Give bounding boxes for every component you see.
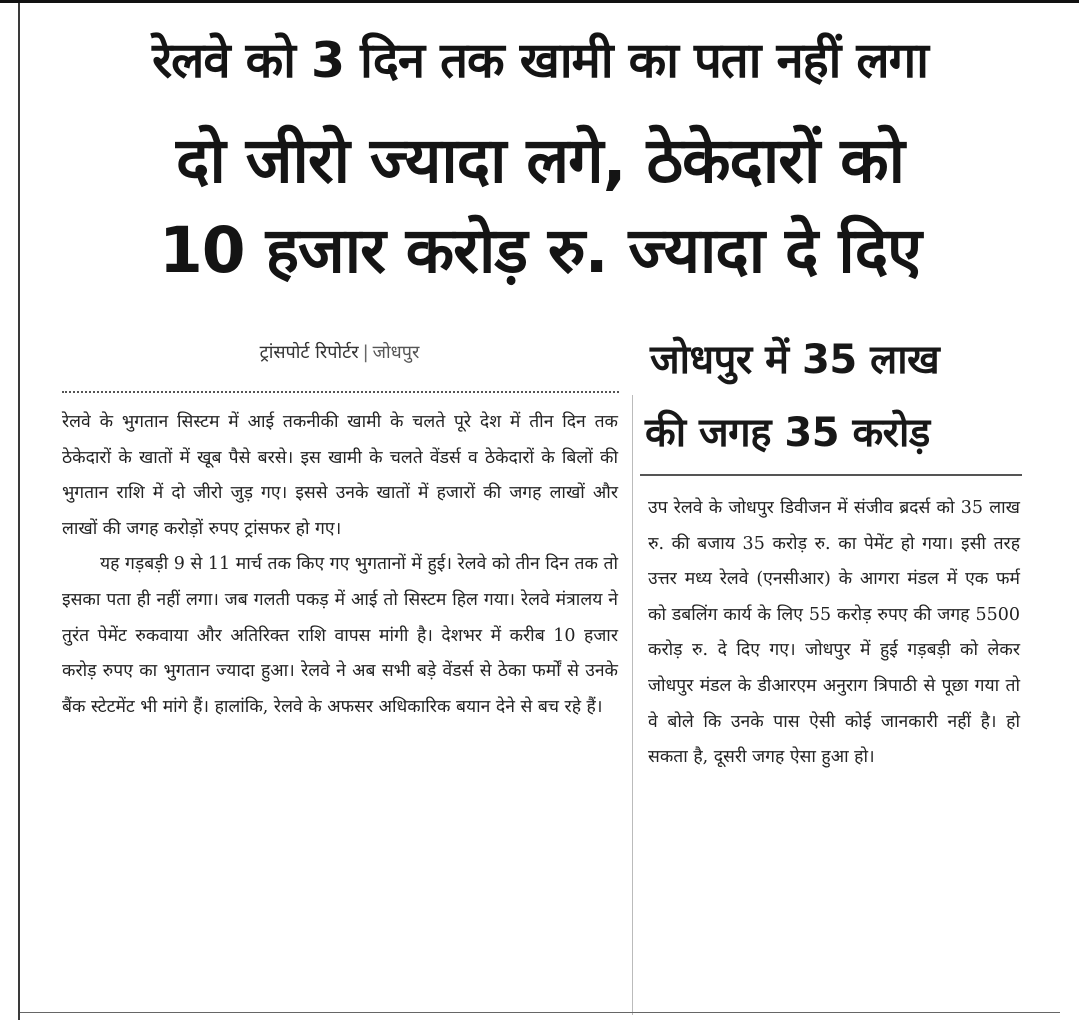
byline (62, 338, 617, 368)
byline-separator: | (362, 342, 369, 363)
article-left-column (62, 405, 618, 725)
byline-location: जोधपुर (372, 342, 420, 363)
left-paragraph-2: यह गड़बड़ी 9 से 11 मार्च तक किए गए भुगतानों में हुई। रेलवे को तीन दिन तक तो इसका पता ही नहीं लगा। जब गलती पकड़ में आई तो सिस्टम हिल गया। रेलवे मंत्रालय ने तुरंत पेमेंट रुकवाया और अतिरिक्त राशि वापस मांगी है। देशभर में करीब 10 हजार करोड़ रुपए का भुगतान ज्यादा हुआ। रेलवे ने अब सभी बड़े वेंडर्स से ठेका फर्मों से उनके बैंक स्टेटमेंट भी मांगे हैं। हालांकि, रेलवे के अफसर अधिकारिक बयान देने से बच रहे हैं। (62, 554, 618, 717)
right-paragraph-1: उप रेलवे के जोधपुर डिवीजन में संजीव ब्रदर्स को 35 लाख रु. की बजाय 35 करोड़ रु. का पेमेंट हो गया। इसी तरह उत्तर मध्य रेलवे (एनसीआर) के आगरा मंडल में एक फर्म को डबलिंग कार्य के लिए 55 करोड़ रुपए की जगह 5500 करोड़ रु. दे दिए गए। जोधपुर में हुई गड़बड़ी को लेकर जोधपुर मंडल के डीआरएम अनुराग त्रिपाठी से पूछा गया तो वे बोले कि उनके पास ऐसी कोई जानकारी नहीं है। हो सकता है, दूसरी जगह ऐसा हुआ हो। (648, 498, 1020, 768)
left-paragraph-1: रेलवे के भुगतान सिस्टम में आई तकनीकी खामी के चलते पूरे देश में तीन दिन तक ठेकेदारों के खातों में खूब पैसे बरसे। इस खामी के चलते वेंडर्स व ठेकेदारों के बिलों की भुगतान राशि में दो जीरो जुड़ गए। इससे उनके खातों में हजारों की जगह लाखों और लाखों की जगह करोड़ों रुपए ट्रांसफर हो गए। (62, 412, 618, 539)
byline-dotted-rule (62, 391, 619, 393)
column-divider (632, 395, 633, 1015)
bottom-rule (20, 1012, 1060, 1013)
subheadline-line-1: जोधपुर में 35 लाख (650, 337, 940, 383)
subheadline-rule (640, 474, 1022, 476)
byline-reporter: ट्रांसपोर्ट रिपोर्टर (259, 342, 359, 363)
top-border-rule (0, 0, 1079, 3)
headline-line-1: दो जीरो ज्यादा लगे, ठेकेदारों को (176, 124, 904, 197)
headline-line-2: 10 हजार करोड़ रु. ज्यादा दे दिए (158, 214, 922, 287)
article-right-column (648, 491, 1020, 776)
headline-kicker: रेलवे को 3 दिन तक खामी का पता नहीं लगा (152, 32, 928, 89)
subheadline-line-2: की जगह 35 करोड़ (645, 410, 930, 456)
